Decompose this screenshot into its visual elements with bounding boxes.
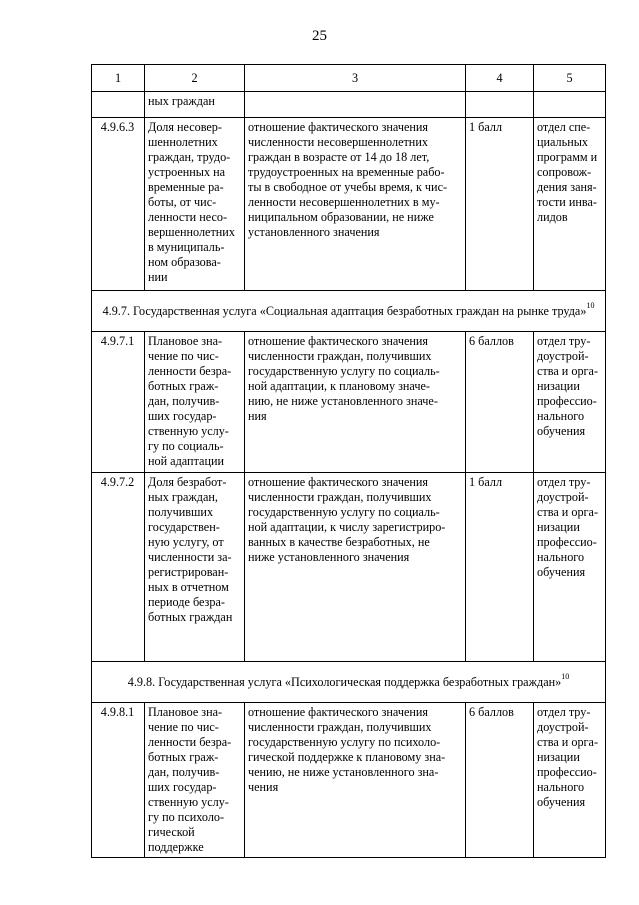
score: 1 балл [466, 118, 534, 291]
header-col-2: 2 [145, 65, 245, 92]
responsible-department: отдел тру- доустрой- ства и орга- низации профессио- нального обучения [534, 703, 606, 858]
responsible-department: отдел тру- доустрой- ства и орга- низации профессио- нального обучения [534, 332, 606, 473]
calculation-method: отношение фактического значения численности граждан, получивших государственную услугу по социаль- ной адаптации, к плановому значе- нию, не ниже установленного значе- ния [245, 332, 466, 473]
table-row-4-9-6-3 [92, 118, 606, 291]
header-col-4: 4 [466, 65, 534, 92]
continuation-method [245, 92, 466, 118]
score: 6 баллов [466, 332, 534, 473]
table-row-4-9-8-1 [92, 703, 606, 858]
indicator-name: Доля несовер- шеннолетних граждан, трудо- устроенных на временные ра- боты, от чис- ленности несо- вершеннолетних в муниципаль- ном образова- нии [145, 118, 245, 291]
table-header-row [92, 65, 606, 92]
score: 1 балл [466, 473, 534, 662]
continuation-num [92, 92, 145, 118]
footnote-marker: 10 [561, 672, 570, 682]
header-col-1: 1 [92, 65, 145, 92]
footnote-marker: 10 [586, 301, 595, 311]
table-row-4-9-7-2 [92, 473, 606, 662]
table-row-continuation [92, 92, 606, 118]
calculation-method: отношение фактического значения численности граждан, получивших государственную услугу по социаль- ной адаптации, к числу зарегистриро- ванных в качестве безработных, не ниже установленного значения [245, 473, 466, 662]
section-title [92, 291, 606, 332]
row-number: 4.9.7.1 [92, 332, 145, 473]
responsible-department: отдел спе- циальных программ и сопровож- дения заня- тости инва- лидов [534, 118, 606, 291]
indicators-table [91, 64, 606, 858]
indicator-name: Доля безработ- ных граждан, получивших государствен- ную услугу, от численности за- регистрирован- ных в отчетном периоде безра- ботных граждан [145, 473, 245, 662]
indicator-name: Плановое зна- чение по чис- ленности безра- ботных граж- дан, получив- ших государ- ственную услу- гу по психоло- гической поддержке [145, 703, 245, 858]
header-col-3: 3 [245, 65, 466, 92]
header-col-5: 5 [534, 65, 606, 92]
row-number: 4.9.8.1 [92, 703, 145, 858]
continuation-responsible [534, 92, 606, 118]
responsible-department: отдел тру- доустрой- ства и орга- низации профессио- нального обучения [534, 473, 606, 662]
section-title-text: 4.9.7. Государственная услуга «Социальная адаптация безработных граждан на рынке труда» [102, 303, 587, 318]
section-title [92, 662, 606, 703]
section-header-4-9-8 [92, 662, 606, 703]
table-row-4-9-7-1 [92, 332, 606, 473]
calculation-method: отношение фактического значения численности несовершеннолетних граждан в возрасте от 14 до 18 лет, трудоустроенных на временные рабо- ты в свободное от учебы время, к чис- ленности несовершеннолетних в му- ниципальном образовании, не ниже установленного значения [245, 118, 466, 291]
score: 6 баллов [466, 703, 534, 858]
calculation-method: отношение фактического значения численности граждан, получивших государственную услугу по психоло- гической поддержке к плановому зна- чению, не ниже установленного зна- чения [245, 703, 466, 858]
page-number: 25 [312, 28, 327, 44]
row-number: 4.9.7.2 [92, 473, 145, 662]
section-header-4-9-7 [92, 291, 606, 332]
continuation-name: ных граждан [145, 92, 245, 118]
row-number: 4.9.6.3 [92, 118, 145, 291]
continuation-score [466, 92, 534, 118]
indicator-name: Плановое зна- чение по чис- ленности безра- ботных граж- дан, получив- ших государ- ственную услу- гу по социаль- ной адаптации [145, 332, 245, 473]
section-title-text: 4.9.8. Государственная услуга «Психологическая поддержка безработных граждан» [127, 674, 562, 689]
